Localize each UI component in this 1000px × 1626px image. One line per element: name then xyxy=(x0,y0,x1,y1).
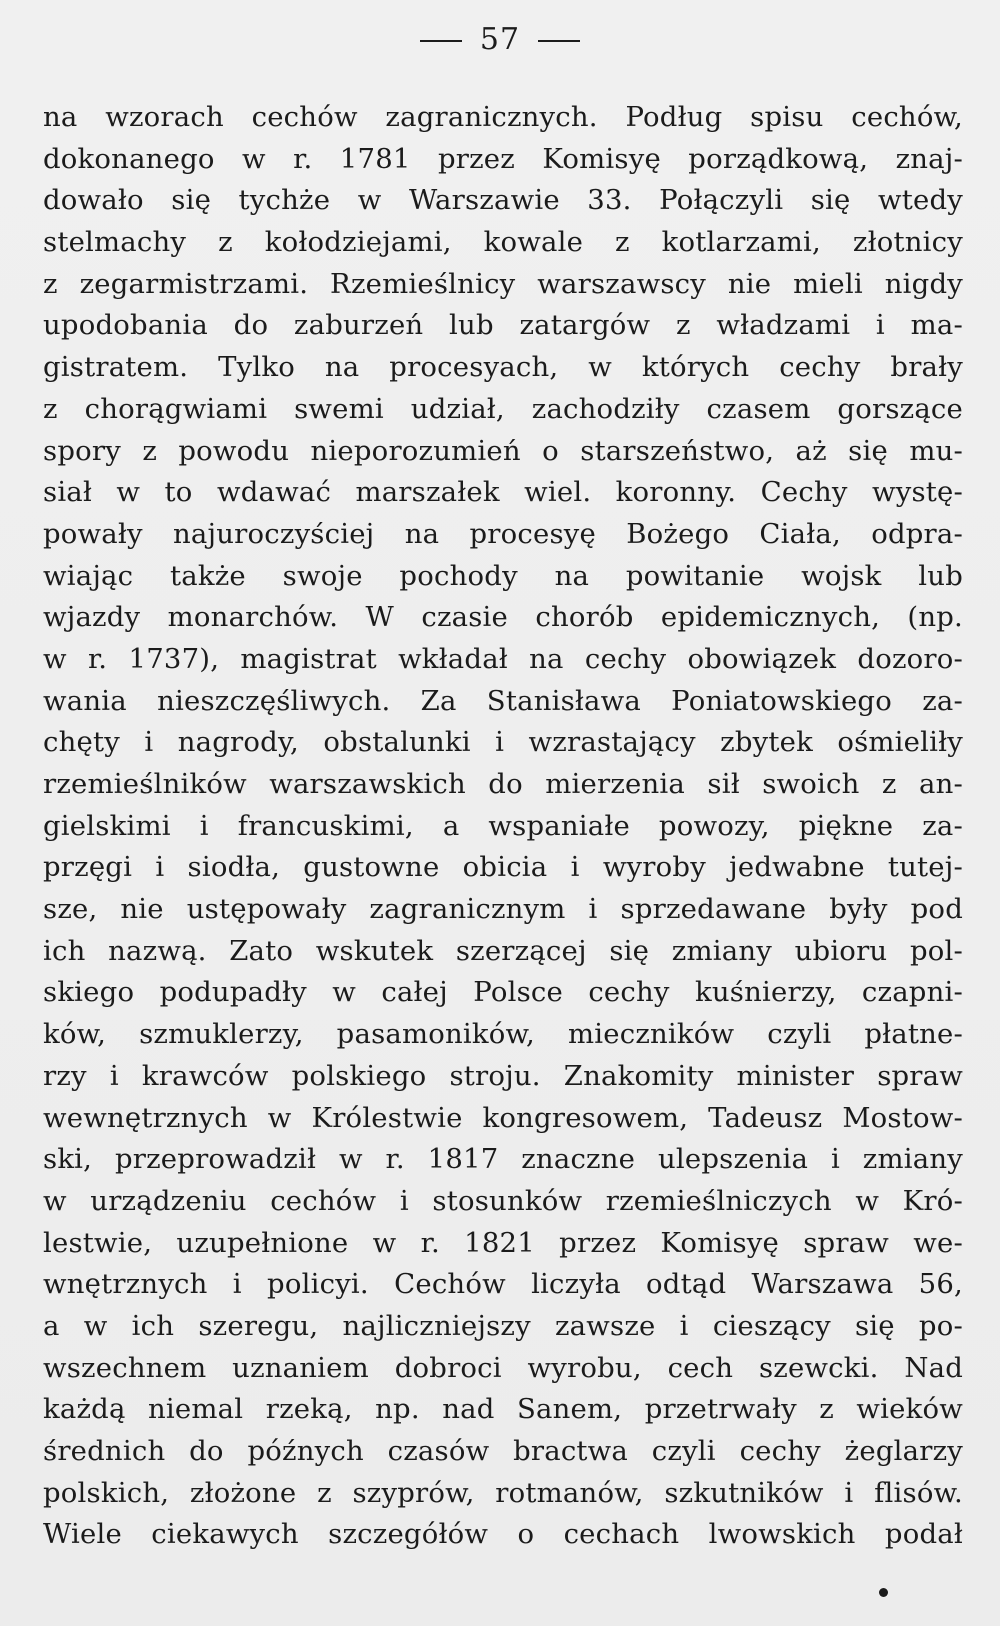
text-line: wewnętrznych w Królestwie kongresowem, Tadeusz Mostow- xyxy=(43,1101,963,1134)
text-line: gielskimi i francuskimi, a wspaniałe powozy, piękne za- xyxy=(43,809,963,842)
text-line: z chorągwiami swemi udział, zachodziły czasem gorszące xyxy=(43,392,963,425)
body-text xyxy=(43,97,963,1556)
text-line: przęgi i siodła, gustowne obicia i wyroby jedwabne tutej- xyxy=(43,851,963,884)
text-line: w urządzeniu cechów i stosunków rzemieślniczych w Kró- xyxy=(43,1184,963,1217)
text-line: wiając także swoje pochody na powitanie wojsk lub xyxy=(43,559,963,592)
stray-dot-mark xyxy=(879,1588,888,1597)
text-line: z zegarmistrzami. Rzemieślnicy warszawscy nie mieli nigdy xyxy=(43,267,963,300)
text-line: a w ich szeregu, najliczniejszy zawsze i cieszący się po- xyxy=(43,1309,963,1342)
text-line: wjazdy monarchów. W czasie chorób epidemicznych, (np. xyxy=(43,601,963,634)
text-line: powały najuroczyściej na procesyę Bożego Ciała, odpra- xyxy=(43,517,963,550)
text-line: sze, nie ustępowały zagranicznym i sprzedawane były pod xyxy=(43,893,963,926)
text-line: upodobania do zaburzeń lub zatargów z władzami i ma- xyxy=(43,309,963,342)
text-line: wania nieszczęśliwych. Za Stanisława Poniatowskiego za- xyxy=(43,684,963,717)
text-line: lestwie, uzupełnione w r. 1821 przez Komisyę spraw we- xyxy=(43,1226,963,1259)
text-line: rzemieślników warszawskich do mierzenia sił swoich z an- xyxy=(43,768,963,800)
text-line: ich nazwą. Zato wskutek szerzącej się zmiany ubioru pol- xyxy=(43,934,963,967)
text-line: chęty i nagrody, obstalunki i wzrastający zbytek ośmieliły xyxy=(43,726,963,759)
text-line: siał w to wdawać marszałek wiel. koronny. Cechy wystę- xyxy=(43,476,963,509)
text-line: dowało się tychże w Warszawie 33. Połączyli się wtedy xyxy=(43,184,963,217)
text-line: ków, szmuklerzy, pasamoników, mieczników czyli płatne- xyxy=(43,1018,963,1051)
page-number: 57 xyxy=(479,22,521,57)
text-line: na wzorach cechów zagranicznych. Podług spisu cechów, xyxy=(43,101,963,133)
text-line: skiego podupadły w całej Polsce cechy kuśnierzy, czapni- xyxy=(43,976,963,1009)
text-line: spory z powodu nieporozumień o starszeństwo, aż się mu- xyxy=(43,434,963,467)
header-dash-left xyxy=(420,40,462,42)
page-header xyxy=(0,22,1000,57)
text-line: wnętrznych i policyi. Cechów liczyła odtąd Warszawa 56, xyxy=(43,1268,963,1301)
header-dash-right xyxy=(538,40,580,42)
text-line: gistratem. Tylko na procesyach, w których cechy brały xyxy=(43,351,963,384)
text-line: stelmachy z kołodziejami, kowale z kotlarzami, złotnicy xyxy=(43,226,963,259)
text-line: średnich do późnych czasów bractwa czyli cechy żeglarzy xyxy=(43,1435,963,1467)
text-line: każdą niemal rzeką, np. nad Sanem, przetrwały z wieków xyxy=(43,1393,963,1426)
text-line: polskich, złożone z szyprów, rotmanów, szkutników i flisów. xyxy=(43,1476,963,1509)
text-line: ski, przeprowadził w r. 1817 znaczne ulepszenia i zmiany xyxy=(43,1143,963,1176)
text-line: rzy i krawców polskiego stroju. Znakomity minister spraw xyxy=(43,1059,963,1092)
text-line: Wiele ciekawych szczegółów o cechach lwowskich podał xyxy=(43,1518,963,1551)
text-line: w r. 1737), magistrat wkładał na cechy obowiązek dozoro- xyxy=(43,642,963,675)
text-line: wszechnem uznaniem dobroci wyrobu, cech szewcki. Nad xyxy=(43,1351,963,1384)
text-line: dokonanego w r. 1781 przez Komisyę porządkową, znaj- xyxy=(43,142,963,175)
